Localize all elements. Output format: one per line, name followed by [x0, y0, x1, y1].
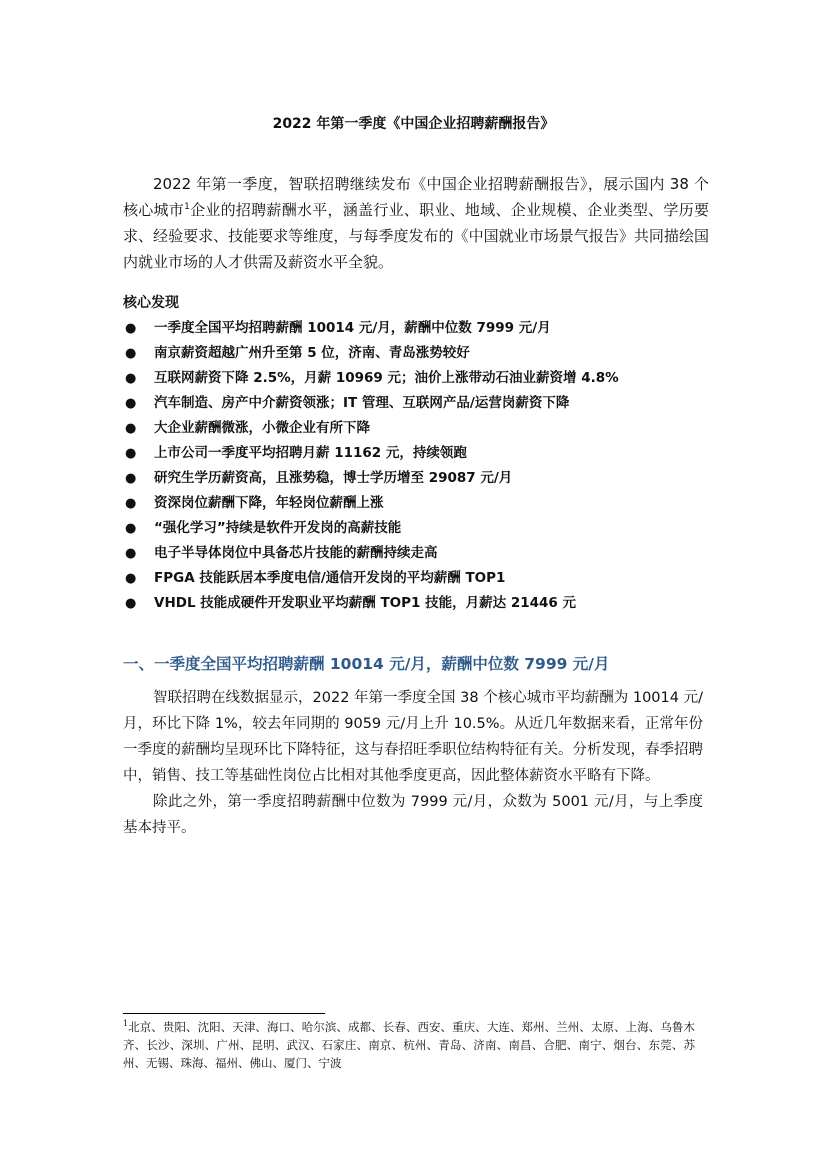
finding-text: 上市公司一季度平均招聘月薪 11162 元，持续领跑 — [154, 445, 467, 461]
intro-paragraph — [123, 171, 709, 275]
finding-item — [123, 366, 723, 391]
finding-text: 资深岗位薪酬下降，年轻岗位薪酬上涨 — [154, 495, 384, 511]
finding-item — [123, 566, 723, 591]
finding-text: 一季度全国平均招聘薪酬 10014 元/月，薪酬中位数 7999 元/月 — [154, 320, 551, 336]
finding-item — [123, 341, 723, 366]
bullet-icon: ● — [125, 571, 137, 586]
finding-item — [123, 391, 723, 416]
bullet-icon: ● — [125, 321, 137, 336]
intro-text-part2: 企业的招聘薪酬水平，涵盖行业、职业、地域、企业规模、企业类型、学历要求、经验要求、技能要求等维度，与每季度发布的《中国就业市场景气报告》共同描绘国内就业市场的人才供需及薪资水平全貌。 — [123, 201, 709, 271]
finding-item — [123, 541, 723, 566]
finding-item — [123, 516, 723, 541]
body-paragraph: 除此之外，第一季度招聘薪酬中位数为 7999 元/月，众数为 5001 元/月，与上季度基本持平。 — [123, 794, 703, 836]
finding-item — [123, 416, 723, 441]
report-title: 2022 年第一季度《中国企业招聘薪酬报告》 — [272, 116, 555, 132]
finding-text: “强化学习”持续是软件开发岗的高薪技能 — [154, 520, 402, 536]
finding-item — [123, 491, 723, 516]
footnote — [123, 1018, 695, 1072]
finding-text: 汽车制造、房产中介薪资领涨；IT 管理、互联网产品/运营岗薪资下降 — [154, 395, 570, 411]
bullet-icon: ● — [125, 396, 137, 411]
body-paragraph: 智联招聘在线数据显示，2022 年第一季度全国 38 个核心城市平均薪酬为 10014 元/月，环比下降 1%，较去年同期的 9059 元/月上升 10.5%。从近几年数据来看，正常年份一季度的薪酬均呈现环比下降特征，这与春招旺季职位结构特征有关。分析发现，春季招聘中，销售、技工等基础性岗位占比相对其他季度更高，因此整体薪资水平略有下降。 — [123, 690, 703, 784]
footnote-divider — [123, 1013, 325, 1014]
footnote-text: 北京、贵阳、沈阳、天津、海口、哈尔滨、成都、长春、西安、重庆、大连、郑州、兰州、太原、上海、乌鲁木齐、长沙、深圳、广州、昆明、武汉、石家庄、南京、杭州、青岛、济南、南昌、合肥、南宁、烟台、东莞、苏州、无锡、珠海、福州、佛山、厦门、宁波 — [123, 1020, 695, 1070]
intro-text-part1: 2022 年第一季度，智联招聘继续发布《中国企业招聘薪酬报告》，展示国内 38 个核心城市 — [123, 175, 709, 219]
finding-text: 电子半导体岗位中具备芯片技能的薪酬持续走高 — [154, 545, 438, 561]
footnote-reference[interactable]: 1 — [184, 202, 190, 212]
bullet-icon: ● — [125, 596, 137, 611]
finding-text: VHDL 技能成硬件开发职业平均薪酬 TOP1 技能，月薪达 21446 元 — [154, 595, 576, 611]
bullet-icon: ● — [125, 471, 137, 486]
bullet-icon: ● — [125, 521, 137, 536]
footnote-mark: 1 — [123, 1019, 129, 1029]
bullet-icon: ● — [125, 496, 137, 511]
bullet-icon: ● — [125, 371, 137, 386]
finding-item — [123, 591, 723, 616]
section-heading: 一、一季度全国平均招聘薪酬 10014 元/月，薪酬中位数 7999 元/月 — [123, 655, 610, 673]
finding-text: 互联网薪资下降 2.5%，月薪 10969 元；油价上涨带动石油业薪资增 4.8% — [154, 370, 619, 386]
bullet-icon: ● — [125, 421, 137, 436]
finding-item — [123, 316, 723, 341]
finding-text: 大企业薪酬微涨，小微企业有所下降 — [154, 420, 370, 436]
bullet-icon: ● — [125, 446, 137, 461]
finding-text: 南京薪资超越广州升至第 5 位，济南、青岛涨势较好 — [154, 345, 470, 361]
bullet-icon: ● — [125, 546, 137, 561]
findings-heading: 核心发现 — [123, 295, 179, 311]
bullet-icon: ● — [125, 346, 137, 361]
finding-item — [123, 466, 723, 491]
findings-list — [123, 316, 723, 616]
finding-text: 研究生学历薪资高，且涨势稳，博士学历增至 29087 元/月 — [154, 470, 513, 486]
finding-text: FPGA 技能跃居本季度电信/通信开发岗的平均薪酬 TOP1 — [154, 570, 506, 586]
finding-item — [123, 441, 723, 466]
